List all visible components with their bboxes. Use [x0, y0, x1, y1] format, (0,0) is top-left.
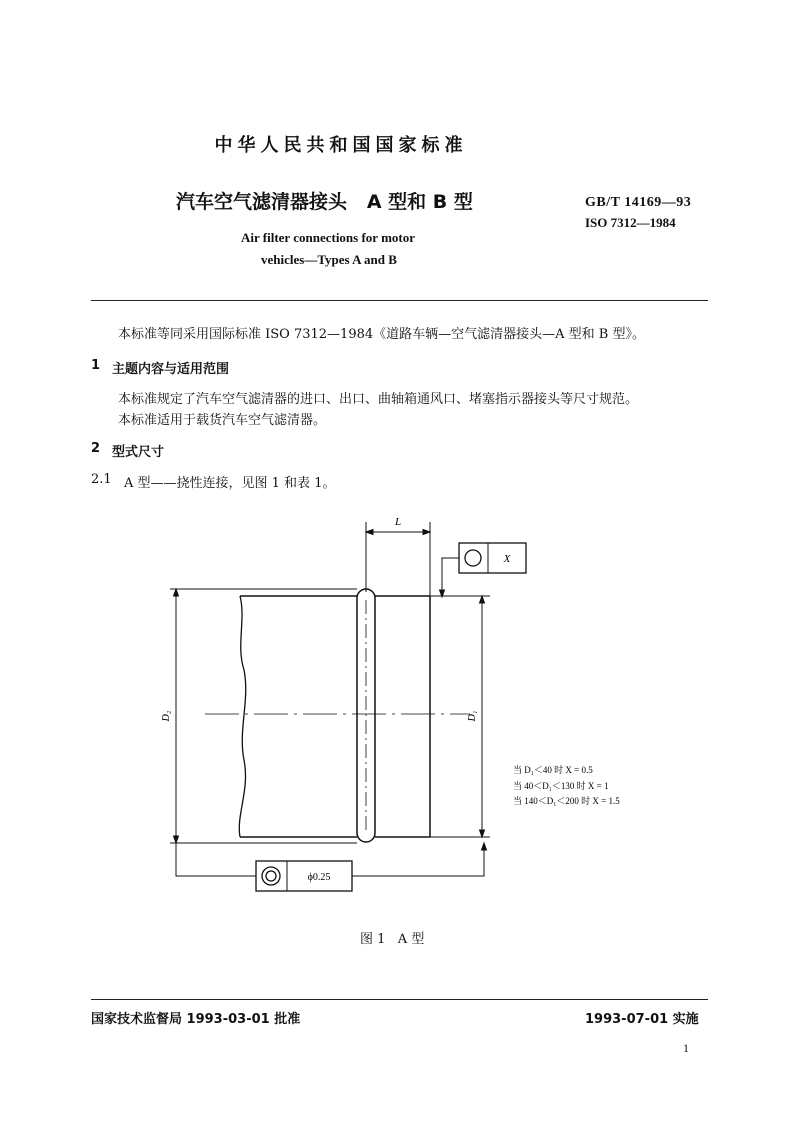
section-2-1-number: 2.1: [91, 472, 112, 487]
tolerance-frame-x: [459, 543, 526, 573]
approval-date: 国家技术监督局 1993-03-01 批准: [91, 1012, 301, 1027]
break-line: [239, 596, 245, 837]
section-2-number: 2: [91, 441, 101, 456]
x-tolerance-note-1: 当 D₁＜40 时 X = 0.5: [513, 765, 593, 775]
coaxiality-value-label: ϕ0.25: [307, 872, 331, 883]
dim-d2-label: D₂: [161, 710, 172, 722]
english-title-line2: vehicles—Types A and B: [261, 252, 397, 267]
english-title-line1: Air filter connections for motor: [241, 230, 416, 245]
effective-date: 1993-07-01 实施: [585, 1012, 699, 1027]
coaxiality-outer-circle-icon: [262, 867, 280, 885]
coaxiality-leader-left: [176, 843, 256, 876]
page-number: 1: [683, 1041, 689, 1055]
section-1-paragraph-2: 本标准适用于载货汽车空气滤清器。: [118, 413, 327, 428]
section-2-title: 型式尺寸: [112, 445, 165, 460]
section-1-number: 1: [91, 358, 101, 373]
document-number: GB/T 14169—93: [585, 195, 692, 210]
x-tolerance-note-3: 当 140＜D₁＜200 时 X = 1.5: [513, 796, 620, 806]
tolerance-frame-coaxiality: [256, 861, 352, 891]
section-2-1-text: A 型——挠性连接，见图 1 和表 1。: [124, 476, 336, 491]
standard-title: 中华人民共和国国家标准: [214, 135, 468, 156]
tolerance-x-label: X: [503, 553, 511, 565]
figure-caption: 图 1 A 型: [360, 932, 425, 947]
dim-l-label: L: [394, 516, 402, 528]
dim-d1-label: D₁: [467, 710, 478, 722]
section-1-paragraph-1: 本标准规定了汽车空气滤清器的进口、出口、曲轴箱通风口、堵塞指示器接头等尺寸规范。: [118, 392, 639, 407]
coaxiality-leader-right: [352, 843, 484, 876]
iso-number: ISO 7312—1984: [585, 215, 676, 230]
coaxiality-arrow: [482, 843, 487, 850]
document-title: 汽车空气滤清器接头 A 型和 B 型: [176, 191, 473, 213]
x-tolerance-note-2: 当 40＜D₁＜130 时 X = 1: [513, 781, 609, 791]
coaxiality-inner-circle-icon: [266, 871, 276, 881]
footer-rule: [91, 999, 708, 1000]
roundness-symbol-icon: [465, 550, 481, 566]
intro-paragraph: 本标准等同采用国际标准 ISO 7312—1984《道路车辆—空气滤清器接头—A 型和 B 型》。: [118, 327, 645, 342]
section-1-title: 主题内容与适用范围: [112, 362, 230, 377]
